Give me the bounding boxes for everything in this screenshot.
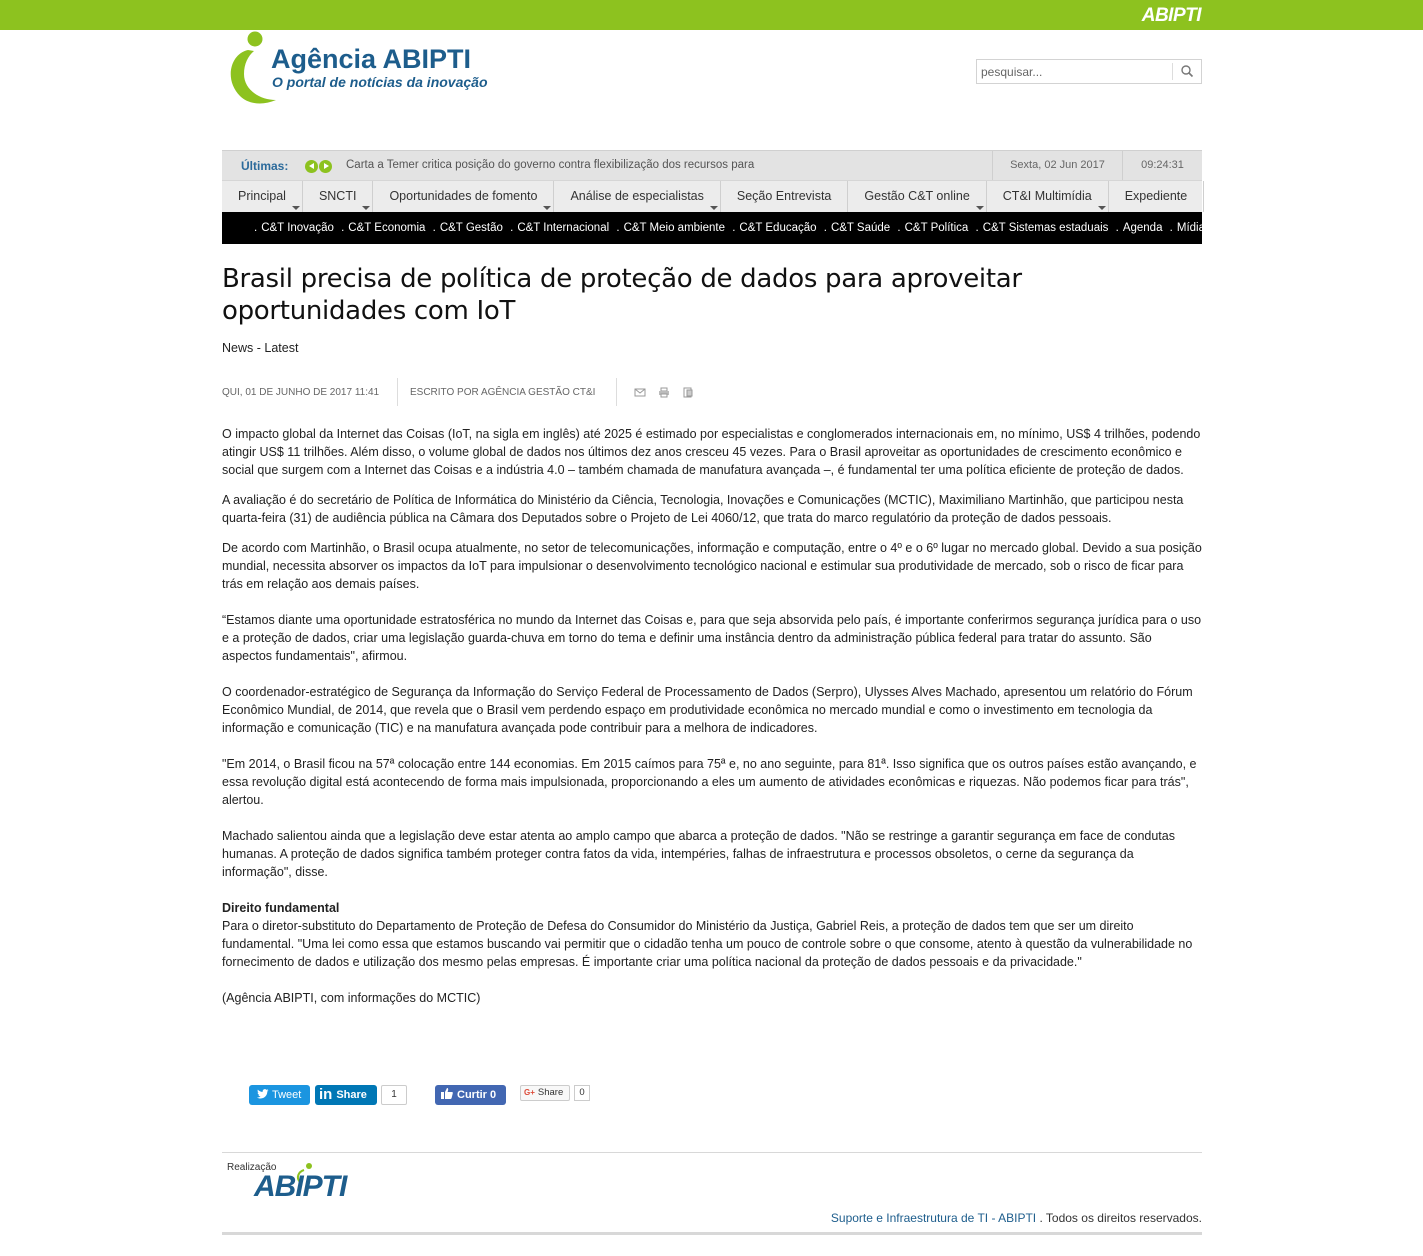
search-divider bbox=[1172, 63, 1173, 80]
gplus-label: Share bbox=[537, 1087, 564, 1098]
tweet-button[interactable] bbox=[249, 1085, 310, 1105]
email-icon[interactable] bbox=[634, 387, 646, 398]
abipti-footer-logo[interactable] bbox=[254, 1160, 364, 1213]
nav-item-multimidia[interactable] bbox=[987, 181, 1109, 212]
subnav-item-sistemas-estaduais[interactable]: C&T Sistemas estaduais bbox=[982, 222, 1109, 234]
meta-divider bbox=[397, 378, 398, 406]
ticker-headline[interactable]: Carta a Temer critica posição do governo contra flexibilização dos recursos para bbox=[346, 159, 755, 171]
print-icon[interactable] bbox=[658, 387, 670, 398]
thumbs-up-icon bbox=[441, 1088, 453, 1099]
google-plus-icon: G+ bbox=[524, 1088, 535, 1097]
tweet-label: Tweet bbox=[272, 1089, 302, 1101]
article-date: QUI, 01 DE JUNHO DE 2017 11:41 bbox=[222, 387, 380, 398]
linkedin-share-button[interactable] bbox=[315, 1085, 377, 1105]
dropdown-caret-icon bbox=[710, 206, 718, 210]
ticker-next-icon[interactable] bbox=[319, 160, 332, 173]
ticker-prev-icon[interactable] bbox=[305, 160, 318, 173]
subnav-item-economia[interactable]: C&T Economia bbox=[348, 222, 426, 234]
logo-subtitle: O portal de notícias da inovação bbox=[272, 74, 488, 90]
article-paragraph: “Estamos diante uma oportunidade estratosférica no mundo da Internet das Coisas e, para que seja absorvida pelo país, é importante conferirmos segurança jurídica para o uso e a proteção de dados, criar uma legislação guarda-chuva em torno do tema e definir uma instância dentro da administração pública federal para tratar do assunto. São aspectos fundamentais", afirmou. bbox=[222, 613, 1202, 663]
bottom-border bbox=[222, 1232, 1202, 1235]
nav-label: Expediente bbox=[1124, 189, 1188, 203]
article-meta bbox=[222, 378, 1202, 406]
nav-label: Principal bbox=[238, 189, 286, 203]
article-author: ESCRITO POR AGÊNCIA GESTÃO CT&I bbox=[410, 387, 596, 398]
nav-item-gestao[interactable] bbox=[848, 181, 986, 212]
facebook-label: Curtir 0 bbox=[457, 1089, 497, 1101]
ticker-arrows bbox=[305, 160, 333, 178]
article-title: Brasil precisa de política de proteção de dados para aproveitar oportunidades com IoT bbox=[222, 264, 1022, 326]
subnav-item-educacao[interactable]: C&T Educação bbox=[739, 222, 817, 234]
nav-label: Análise de especialistas bbox=[570, 189, 704, 203]
dropdown-caret-icon bbox=[1098, 206, 1106, 210]
search-input[interactable] bbox=[977, 60, 1171, 83]
gplus-count: 0 bbox=[574, 1085, 590, 1101]
google-plus-share-button[interactable] bbox=[520, 1085, 570, 1101]
ticker-time: 09:24:31 bbox=[1122, 151, 1202, 181]
dropdown-caret-icon bbox=[976, 206, 984, 210]
logo-title-part2: ABIPTI bbox=[382, 44, 472, 74]
latest-ticker bbox=[222, 150, 1202, 180]
nav-item-expediente[interactable] bbox=[1109, 181, 1205, 212]
nav-item-entrevista[interactable] bbox=[721, 181, 849, 212]
article-paragraph: Para o diretor-substituto do Departamento de Proteção de Defesa do Consumidor do Ministério da Justiça, Gabriel Reis, a proteção de dados tem que ser um direito fundamental. "Uma lei como essa que estamos buscando vai permitir que o cidadão tenha um pouco de controle sobre o que consome, atento à questão da vulnerabilidade no fornecimento de dados e utilização dos mesmo pelas empresas. É importante criar uma política nacional da proteção de dados pessoais e da privacidade." bbox=[222, 919, 1193, 969]
main-nav bbox=[222, 180, 1202, 212]
article-paragraph: A avaliação é do secretário de Política de Informática do Ministério da Ciência, Tecnologia, Inovações e Comunicações (MCTIC), Maximiliano Martinhão, que participou nesta quarta-feira (31) de audiência pública na Câmara dos Deputados sobre o Projeto de Lei 4060/12, que trata do marco regulatório da proteção de dados pessoais. bbox=[222, 493, 1184, 525]
subnav-item-internacional[interactable]: C&T Internacional bbox=[517, 222, 610, 234]
dropdown-caret-icon bbox=[543, 206, 551, 210]
article-paragraph: "Em 2014, o Brasil ficou na 57ª colocação entre 144 economias. Em 2015 caímos para 75ª e, no ano seguinte, para 81ª. Isso significa que os outros países estão avançando, e essa revolução digital está acontecendo de forma mais impulsionada, proporcionando a eles um aumento de atividades econômicas e riquezas. Não podemos ficar para trás", alertou. bbox=[222, 757, 1197, 807]
footer-link-suporte[interactable]: Suporte e Infraestrutura de TI - ABIPTI bbox=[830, 1211, 1037, 1225]
nav-label: Gestão C&T online bbox=[864, 189, 970, 203]
linkedin-count: 1 bbox=[381, 1085, 407, 1105]
nav-label: SNCTI bbox=[318, 189, 357, 203]
nav-item-analise[interactable] bbox=[554, 181, 720, 212]
linkedin-icon: in bbox=[319, 1086, 333, 1103]
article-tools bbox=[634, 387, 703, 398]
nav-label: CT&I Multimídia bbox=[1002, 189, 1092, 203]
linkedin-label: Share bbox=[336, 1089, 367, 1101]
subnav-item-agenda[interactable]: Agenda bbox=[1122, 222, 1163, 234]
ticker-label: Últimas: bbox=[241, 159, 289, 173]
subnav-item-midia-kit[interactable]: Mídia Kit bbox=[1176, 222, 1222, 234]
footer-logo-text: ABIPTI bbox=[254, 1170, 347, 1203]
ticker-date: Sexta, 02 Jun 2017 bbox=[992, 151, 1122, 181]
search-icon[interactable] bbox=[1177, 62, 1197, 82]
subnav-item-gestao[interactable]: C&T Gestão bbox=[439, 222, 503, 234]
meta-divider bbox=[616, 378, 617, 406]
article-body bbox=[222, 425, 1202, 1019]
nav-label: Oportunidades de fomento bbox=[389, 189, 538, 203]
subnav-item-saude[interactable]: C&T Saúde bbox=[830, 222, 891, 234]
article-credit: (Agência ABIPTI, com informações do MCTIC) bbox=[222, 991, 481, 1005]
twitter-icon bbox=[257, 1089, 269, 1099]
article-category[interactable]: News - Latest bbox=[222, 341, 299, 355]
subnav-item-politica[interactable]: C&T Política bbox=[904, 222, 969, 234]
nav-item-sncti[interactable] bbox=[303, 181, 374, 212]
pdf-icon[interactable] bbox=[682, 387, 694, 398]
nav-item-oportunidades[interactable] bbox=[373, 181, 554, 212]
footer-rights: . Todos os direitos reservados. bbox=[1036, 1211, 1202, 1225]
article-paragraph: De acordo com Martinhão, o Brasil ocupa atualmente, no setor de telecomunicações, informação e computação, entre o 4º e o 6º lugar no mercado global. Devido a sua posição mundial, necessita absorver os impactos da IoT para impulsionar o desenvolvimento tecnológico nacional e estimular sua produtividade de mercado, sob o risco de ficar para trás em relação aos demais países. bbox=[222, 541, 1202, 591]
nav-item-principal[interactable] bbox=[222, 181, 303, 212]
dropdown-caret-icon bbox=[292, 206, 300, 210]
facebook-like-button[interactable] bbox=[435, 1085, 506, 1105]
section-heading: Direito fundamental bbox=[222, 901, 340, 915]
nav-label: Seção Entrevista bbox=[736, 189, 832, 203]
site-logo[interactable] bbox=[226, 30, 516, 110]
footer-copyright bbox=[831, 1211, 1202, 1225]
subnav-item-meio-ambiente[interactable]: C&T Meio ambiente bbox=[623, 222, 725, 234]
sub-nav: . C&T Inovação . C&T Economia . C&T Gestão . C&T Internacional . C&T Meio ambiente . C&T Educação . C&T Saúde . C&T Política . C&T Sistemas estaduais . Agenda . Mídia Kit . bbox=[222, 212, 1202, 244]
abipti-top-logo[interactable]: ABIPTI bbox=[1141, 5, 1201, 26]
realizacao-label: Realização bbox=[227, 1162, 277, 1173]
footer-divider bbox=[222, 1152, 1202, 1153]
article-paragraph: O impacto global da Internet das Coisas (IoT, na sigla em inglês) até 2025 é estimado por especialistas e conglomerados internacionais em, no mínimo, US$ 4 trilhões, podendo atingir US$ 11 trilhões. Além disso, o volume global de dados nos últimos dez anos cresceu 45 vezes. Para o Brasil aproveitar as oportunidades de crescimento econômico e social que surgem com a Internet das Coisas e a indústria 4.0 – também chamada de manufatura avançada –, é fundamental ter uma política eficiente de proteção de dados. bbox=[222, 427, 1201, 477]
search-box bbox=[976, 59, 1202, 84]
article-paragraph: O coordenador-estratégico de Segurança da Informação do Serviço Federal de Processamento de Dados (Serpro), Ulysses Alves Machado, apresentou um relatório do Fórum Econômico Mundial, de 2014, que revela que o Brasil vem perdendo espaço em produtividade econômica no mercado mundial e como o investimento em tecnologia da informação e comunicação (TIC) e na manufatura avançada pode contribuir para a melhora de indicadores. bbox=[222, 685, 1193, 735]
top-bar bbox=[0, 0, 1423, 30]
article-paragraph: Machado salientou ainda que a legislação deve estar atenta ao amplo campo que abarca a proteção de dados. "Não se restringe a garantir segurança em face de condutas humanas. A proteção de dados significa também proteger contra fatos da vida, intempéries, falhas de infraestrutura e processos obsoletos, o cerne da segurança da informação", disse. bbox=[222, 829, 1175, 879]
logo-title bbox=[271, 44, 471, 75]
dropdown-caret-icon bbox=[362, 206, 370, 210]
subnav-item-inovacao[interactable]: C&T Inovação bbox=[261, 222, 334, 234]
logo-title-part1: Agência bbox=[271, 44, 383, 74]
